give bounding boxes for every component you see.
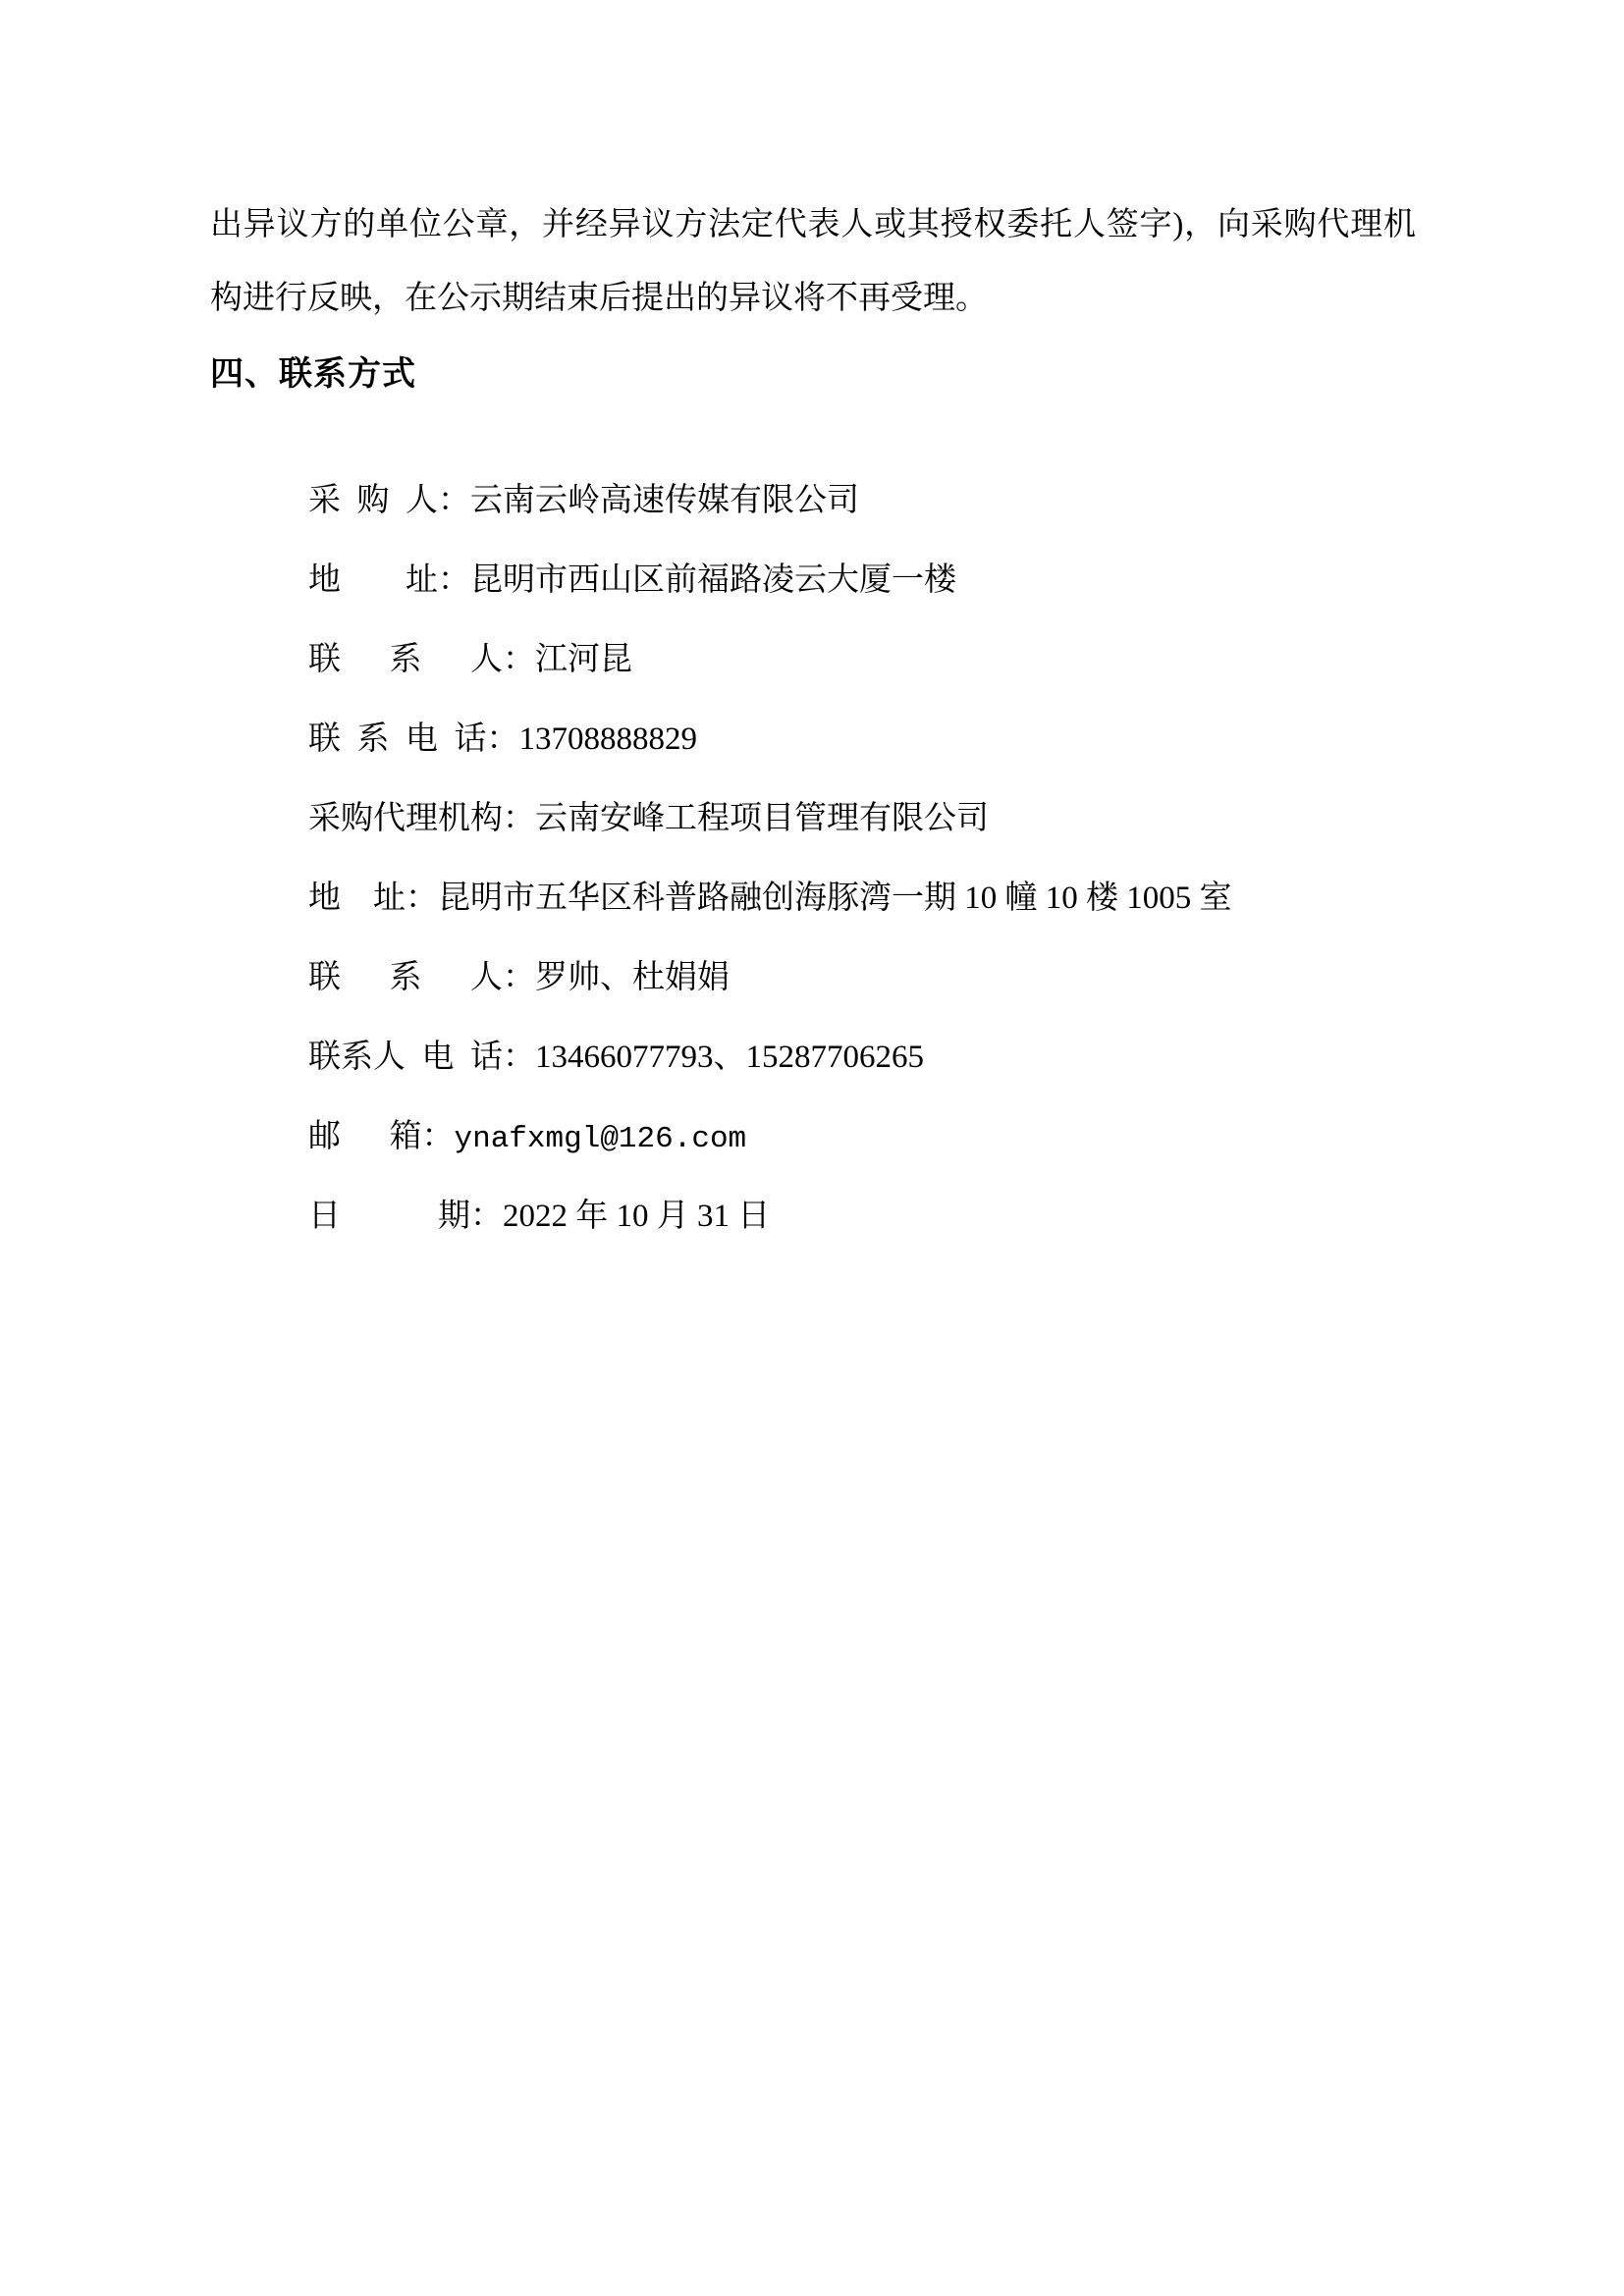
purchaser-label: 采 购 人：: [308, 483, 470, 518]
section-heading-contact-info: 四、联系方式: [210, 356, 416, 393]
purchaser-value: 云南云岭高速传媒有限公司: [470, 483, 859, 518]
purchaser-phone-label: 联 系 电 话：: [308, 721, 519, 757]
paragraph-line-2: 构进行反映，在公示期结束后提出的异议将不再受理。: [210, 281, 988, 316]
agency-phone-label: 联系人 电 话：: [308, 1040, 535, 1075]
purchaser-address-value: 昆明市西山区前福路凌云大厦一楼: [470, 562, 956, 598]
paragraph-line-1: 出异议方的单位公章，并经异议方法定代表人或其授权委托人签字)，向采购代理机: [210, 207, 1416, 242]
agency-value: 云南安峰工程项目管理有限公司: [535, 801, 989, 836]
date-label: 日 期：: [308, 1199, 503, 1234]
agency-contact-person-value: 罗帅、杜娟娟: [535, 960, 730, 995]
purchaser-contact-person-value: 江河昆: [535, 642, 632, 677]
purchaser-address-label: 地 址：: [308, 562, 470, 598]
purchaser-contact-person-label: 联 系 人：: [308, 642, 535, 677]
purchaser-phone-value: 13708888829: [518, 721, 697, 757]
agency-address-label: 地 址：: [308, 881, 438, 916]
agency-contact-person-label: 联 系 人：: [308, 960, 535, 995]
contact-line-date: [276, 1157, 770, 1275]
agency-phone-value: 13466077793、15287706265: [535, 1040, 924, 1075]
agency-address-value: 昆明市五华区科普路融创海豚湾一期 10 幢 10 楼 1005 室: [438, 881, 1232, 916]
email-value: ynafxmgl@126.com: [454, 1122, 747, 1156]
date-value: 2022 年 10 月 31 日: [503, 1199, 771, 1234]
email-label: 邮 箱：: [308, 1119, 455, 1154]
agency-label: 采购代理机构：: [308, 801, 535, 836]
